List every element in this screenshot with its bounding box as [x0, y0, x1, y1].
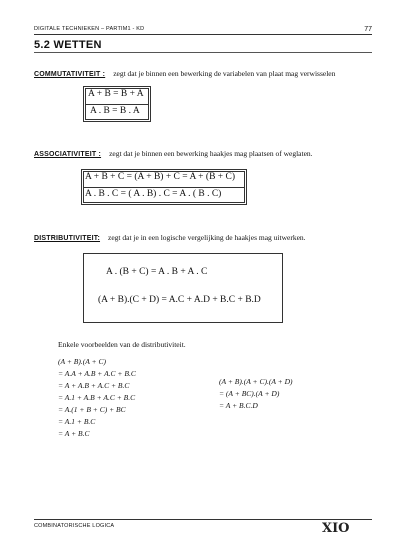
logo-text: XIO [322, 521, 350, 534]
associativiteit-formula-1: A + B + C = (A + B) + C = A + (B + C) [85, 172, 236, 182]
derivation-line: = A + A.B + A.C + B.C [58, 381, 130, 390]
logo-icon [322, 520, 364, 534]
derivation-line: = A.1 + A.B + A.C + B.C [58, 393, 136, 402]
example-right-derivation [219, 377, 339, 417]
header-title: DIGITALE TECHNIEKEN – PARTIM1 - KD [34, 26, 145, 32]
derivation-line: = (A + BC).(A + D) [219, 389, 280, 398]
associativiteit-formula-box [81, 169, 247, 205]
associativiteit-formula-2: A . B . C = ( A . B) . C = A . ( B . C) [85, 189, 222, 199]
distributiviteit-formula-box [83, 253, 283, 323]
derivation-line: = A.1 + B.C [58, 417, 96, 426]
example-left-derivation [58, 357, 198, 447]
footer-title: COMBINATORISCHE LOGICA [34, 523, 115, 529]
derivation-line: = A.(1 + B + C) + BC [58, 405, 126, 414]
publisher-logo [322, 520, 364, 534]
distributiviteit-label: DISTRIBUTIVITEIT: [34, 235, 101, 242]
commutativiteit-formula-box [83, 86, 151, 122]
examples-intro: Enkele voorbeelden van de distributiviteit. [58, 340, 186, 349]
associativiteit-text: zegt dat je binnen een bewerking haakjes mag plaatsen of weglaten. [109, 149, 313, 158]
formula-divider [84, 187, 244, 188]
associativiteit-label: ASSOCIATIVITEIT : [34, 151, 102, 158]
formula-divider [86, 104, 148, 105]
commutativiteit-formula-2: A . B = B . A [90, 106, 140, 116]
derivation-line: = A.A + A.B + A.C + B.C [58, 369, 136, 378]
page-number: 77 [364, 26, 372, 33]
page-header [34, 20, 372, 35]
distributiviteit-formula-1: A . (B + C) = A . B + A . C [106, 267, 208, 277]
derivation-line: (A + B).(A + C).(A + D) [219, 377, 293, 386]
distributiviteit-text: zegt dat je in een logische vergelijking de haakjes mag uitwerken. [108, 233, 306, 242]
derivation-line: = A + B.C.D [219, 401, 258, 410]
distributiviteit-formula-2: (A + B).(C + D) = A.C + A.D + B.C + B.D [98, 295, 261, 305]
derivation-line: (A + B).(A + C) [58, 357, 106, 366]
distributiviteit-line [34, 227, 306, 245]
commutativiteit-label: COMMUTATIVITEIT : [34, 71, 106, 78]
section-title: 5.2 WETTEN [34, 39, 102, 51]
commutativiteit-text: zegt dat je binnen een bewerking de variabelen van plaat mag verwisselen [113, 69, 336, 78]
commutativiteit-line [34, 63, 335, 81]
derivation-line: = A + B.C [58, 429, 90, 438]
title-underline [34, 52, 372, 53]
commutativiteit-formula-1: A + B = B + A [88, 89, 144, 99]
associativiteit-line [34, 143, 313, 161]
